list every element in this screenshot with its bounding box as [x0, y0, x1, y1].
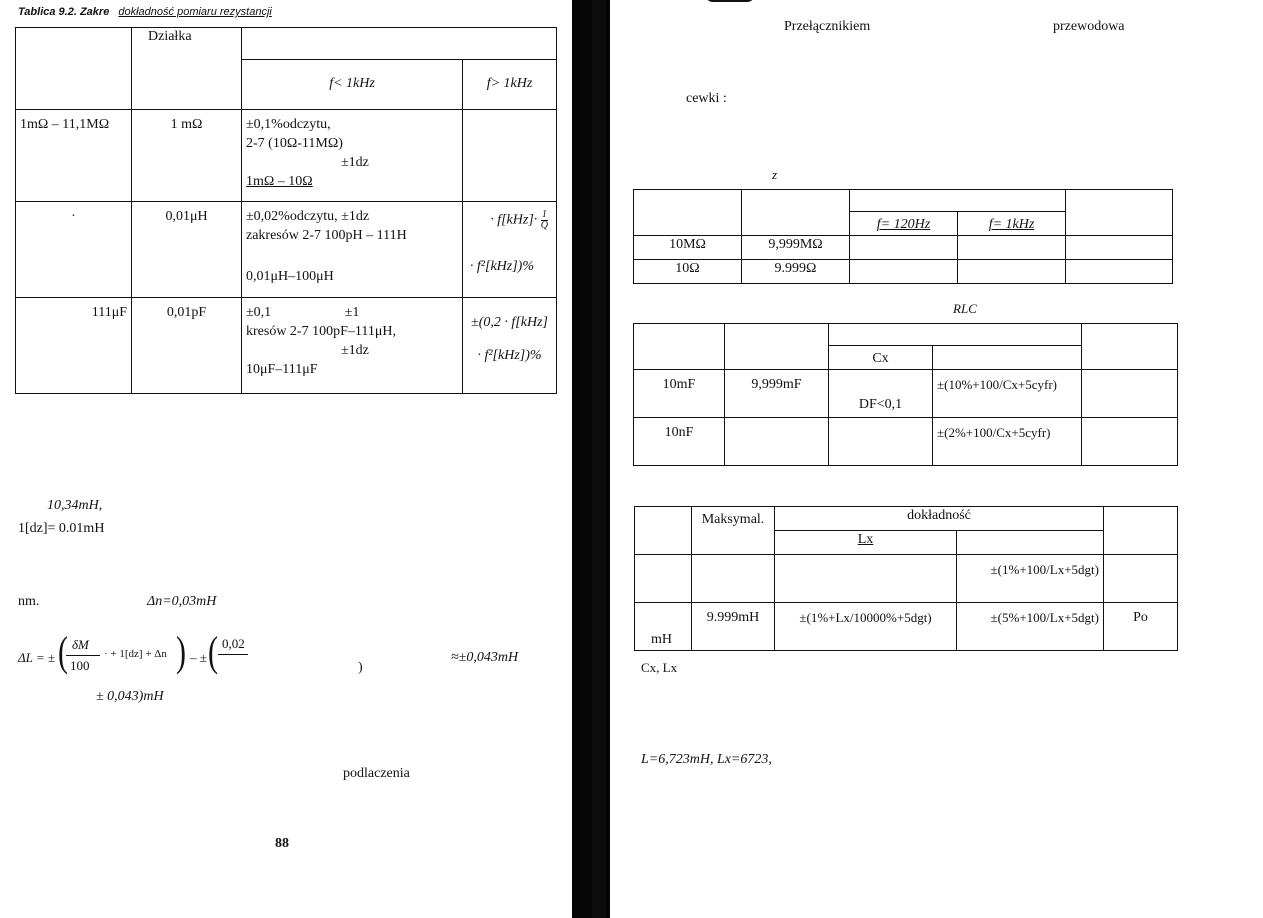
cell-range: 1mΩ – 11,1MΩ	[20, 117, 110, 132]
cell-acc-line: 0,01μH–100μH	[246, 268, 334, 284]
table-row	[16, 298, 557, 394]
cell-acc-line: ±1	[344, 305, 360, 320]
cell-acc-line: 10μF–111μF	[246, 361, 318, 377]
table-row	[634, 260, 1173, 284]
cell-acc: ±(5%+100/Lx+5dgt)	[990, 610, 1099, 625]
text-rlc: RLC	[953, 301, 977, 316]
table-row	[634, 418, 1178, 466]
cell-range: 10mF	[662, 377, 696, 392]
header-f120: f= 120Hz	[876, 217, 931, 233]
header-f-low: f< 1kHz	[329, 76, 375, 92]
cell-range: 10nF	[664, 425, 694, 440]
cell-acc-line: kresów 2-7 100pF–111μH,	[246, 323, 396, 339]
cell-acc-line: ±0,1	[246, 305, 272, 320]
text-przewodowa: przewodowa	[1053, 19, 1125, 34]
cell-high-expr: · f[kHz]· $\frac{1}{Q}$	[490, 209, 548, 231]
table-resistance-ranges	[15, 27, 557, 394]
cell-high-expr2: · f²[kHz])%	[477, 347, 542, 363]
cell-max: 9.999mH	[706, 610, 760, 625]
header-maksymal: Maksymal.	[701, 512, 765, 527]
header-cx: Cx	[872, 351, 889, 367]
text-przelacznikiem: Przełącznikiem	[784, 19, 871, 34]
cell-acc-line: ±0,1%odczytu,	[246, 117, 331, 132]
cell-max: 9.999Ω	[774, 261, 817, 276]
header-f1k: f= 1kHz	[988, 217, 1035, 233]
cell-step: 1 mΩ	[170, 117, 203, 132]
cell-acc: ±(10%+100/Cx+5cyfr)	[937, 377, 1057, 392]
header-lx: Lx	[857, 532, 874, 547]
cell-step: 0,01pF	[166, 305, 207, 320]
header-f-high: f> 1kHz	[486, 76, 533, 92]
text-pm-result: ± 0,043)mH	[96, 689, 164, 704]
cell-acc-line: zakresów 2-7 100pH – 111H	[246, 227, 407, 243]
text-1034: 10,34mH,	[47, 498, 103, 513]
table-row	[16, 110, 557, 202]
text-dz: 1[dz]= 0.01mH	[18, 521, 105, 536]
scan-artifact	[705, 0, 755, 2]
cell-last: Po	[1133, 610, 1148, 625]
cell-range: ·	[71, 209, 76, 224]
cell-acc-line: ±1dz	[341, 342, 369, 358]
cell-acc-line: 2-7 (10Ω-11MΩ)	[246, 135, 343, 151]
table-resistance-meter	[633, 189, 1173, 284]
text-nm: nm.	[18, 594, 40, 609]
cell-acc: ±(1%+Lx/10000%+5dgt)	[799, 610, 932, 625]
table-row	[634, 370, 1178, 418]
cell-range: mH	[651, 632, 672, 648]
cell-max: 9,999mF	[751, 377, 802, 392]
page-number: 88	[275, 836, 289, 851]
cell-acc-line: ±1dz	[341, 154, 369, 170]
header-dzialka: Działka	[148, 29, 192, 44]
cell-acc: ±(2%+100/Cx+5cyfr)	[937, 425, 1051, 440]
text-cx-lx: Cx, Lx	[641, 660, 678, 675]
cell-df: DF<0,1	[858, 397, 903, 413]
cell-acc-line: 1mΩ – 10Ω	[246, 173, 313, 189]
text-podlaczenia: podlaczenia	[343, 766, 410, 781]
cell-range: 111μF	[91, 305, 127, 320]
book-spine-edge	[592, 0, 606, 918]
text-delta-n: Δn=0,03mH	[147, 594, 217, 609]
table-inductance	[634, 506, 1178, 651]
table-row	[16, 202, 557, 298]
cell-high-expr: ±(0,2 · f[kHz]	[471, 315, 548, 330]
cell-step: 0,01μH	[165, 209, 208, 224]
table-capacitance	[633, 323, 1178, 466]
header-dokladnosc: dokładność	[907, 508, 971, 523]
cell-acc: ±(1%+100/Lx+5dgt)	[990, 562, 1099, 577]
text-z: z	[772, 167, 778, 182]
table-row	[634, 236, 1173, 260]
text-cewki: cewki :	[686, 91, 727, 106]
text-l-value: L=6,723mH, Lx=6723,	[641, 752, 772, 767]
cell-range: 10MΩ	[669, 237, 706, 252]
table-caption: Tablica 9.2. Zakre dokładność pomiaru rezystancji	[18, 6, 272, 18]
cell-high-expr2: · f²[kHz])%	[469, 259, 534, 274]
cell-range: 10Ω	[675, 261, 700, 276]
table-row	[635, 555, 1178, 603]
cell-acc-line: ±0,02%odczytu, ±1dz	[246, 209, 370, 224]
cell-max: 9,999MΩ	[768, 237, 823, 252]
table-row	[635, 603, 1178, 651]
